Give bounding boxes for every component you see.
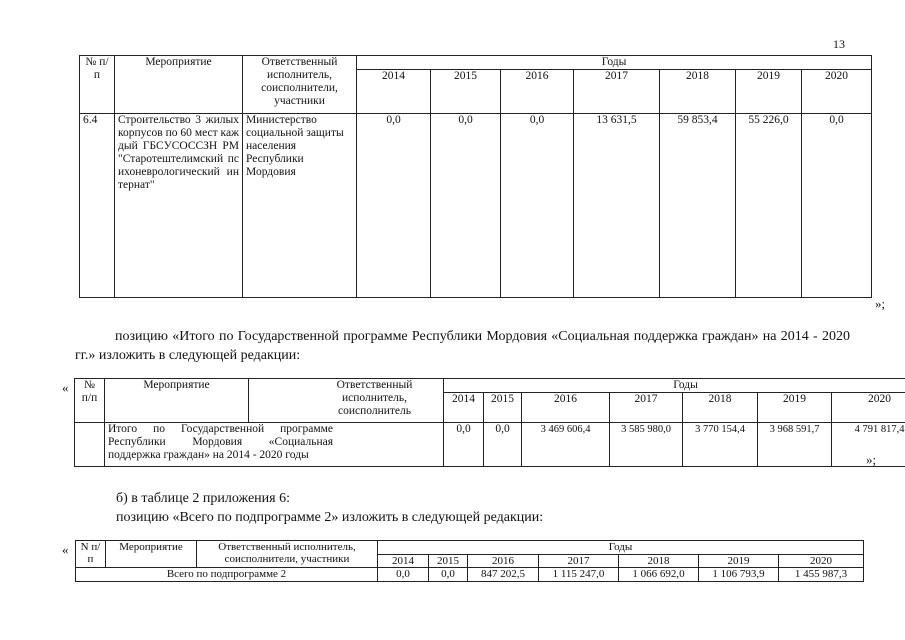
row-num [75, 423, 105, 467]
header-executor: Ответственный исполнитель, соисполнитель [249, 379, 444, 423]
year-header: 2014 [357, 70, 431, 114]
year-header: 2015 [484, 393, 522, 423]
value-cell: 1 115 247,0 [539, 568, 619, 582]
value-cell: 13 631,5 [574, 114, 660, 298]
year-header: 2017 [539, 555, 619, 568]
value-cell: 0,0 [357, 114, 431, 298]
opening-quote: « [62, 542, 69, 557]
row-event: Строительство 3 жилых корпусов по 60 мест каждый ГБСУСОССЗН РМ "Старотештелимский психоневрологический интернат" [115, 114, 243, 298]
year-header: 2019 [758, 393, 832, 423]
table-row [76, 568, 864, 582]
year-header: 2018 [660, 70, 736, 114]
header-years: Годы [357, 56, 872, 70]
row-num: 6.4 [80, 114, 115, 298]
value-cell: 55 226,0 [736, 114, 802, 298]
value-cell: 0,0 [484, 423, 522, 467]
header-executor: Ответственный исполнитель, соисполнители, участники [197, 541, 378, 568]
year-header: 2015 [429, 555, 468, 568]
header-event: Мероприятие [115, 56, 243, 114]
table-vsego [75, 540, 864, 582]
value-cell: 0,0 [444, 423, 484, 467]
year-header: 2017 [574, 70, 660, 114]
year-header: 2016 [468, 555, 539, 568]
row-executor: Министерство социальной защиты населения Республики Мордовия [243, 114, 357, 298]
opening-quote: « [62, 380, 69, 395]
year-header: 2015 [431, 70, 501, 114]
value-cell: 1 106 793,9 [699, 568, 779, 582]
closing-quote: »; [866, 452, 877, 467]
row-label: Всего по подпрограмме 2 [76, 568, 378, 582]
year-header: 2014 [378, 555, 429, 568]
year-header: 2020 [802, 70, 872, 114]
page-number: 13 [833, 37, 845, 51]
table-subprogram-6-4 [79, 55, 872, 298]
year-header: 2019 [699, 555, 779, 568]
header-years: Годы [444, 379, 905, 393]
value-cell: 4 791 817,4 [832, 423, 905, 467]
header-years: Годы [378, 541, 864, 555]
closing-quote: »; [875, 296, 886, 311]
header-num: № п/п [75, 379, 105, 423]
year-header: 2020 [779, 555, 864, 568]
header-event: Мероприятие [105, 379, 249, 423]
paragraph-table2: б) в таблице 2 приложения 6: [116, 491, 290, 506]
year-header: 2014 [444, 393, 484, 423]
row-event: Итого по Государственной программе Республики Мордовия «Социальная поддержка граждан» на 2014 - 2020 годы [105, 423, 444, 467]
value-cell: 0,0 [429, 568, 468, 582]
year-header: 2016 [501, 70, 574, 114]
value-cell: 3 770 154,4 [683, 423, 758, 467]
year-header: 2016 [522, 393, 610, 423]
table-row [75, 423, 905, 467]
value-cell: 59 853,4 [660, 114, 736, 298]
value-cell: 1 066 692,0 [619, 568, 699, 582]
paragraph-itogo: позицию «Итого по Государственной программе Республики Мордовия «Социальная поддержка граждан» на 2014 - 2020 гг.» изложить в следующей редакции: [75, 329, 850, 363]
header-event: Мероприятие [106, 541, 197, 568]
value-cell: 3 968 591,7 [758, 423, 832, 467]
value-cell: 3 469 606,4 [522, 423, 610, 467]
table-itogo [74, 378, 905, 467]
value-cell: 3 585 980,0 [610, 423, 683, 467]
value-cell: 0,0 [378, 568, 429, 582]
value-cell: 1 455 987,3 [779, 568, 864, 582]
paragraph-vsego: позицию «Всего по подпрограмме 2» изложить в следующей редакции: [116, 510, 544, 525]
year-header: 2019 [736, 70, 802, 114]
header-executor: Ответственный исполнитель, соисполнители, участники [243, 56, 357, 114]
table-row [80, 114, 872, 298]
value-cell: 0,0 [431, 114, 501, 298]
year-header: 2017 [610, 393, 683, 423]
year-header: 2020 [832, 393, 905, 423]
year-header: 2018 [683, 393, 758, 423]
value-cell: 0,0 [802, 114, 872, 298]
value-cell: 0,0 [501, 114, 574, 298]
year-header: 2018 [619, 555, 699, 568]
value-cell: 847 202,5 [468, 568, 539, 582]
header-num: N п/п [76, 541, 106, 568]
header-num: № п/п [80, 56, 115, 114]
